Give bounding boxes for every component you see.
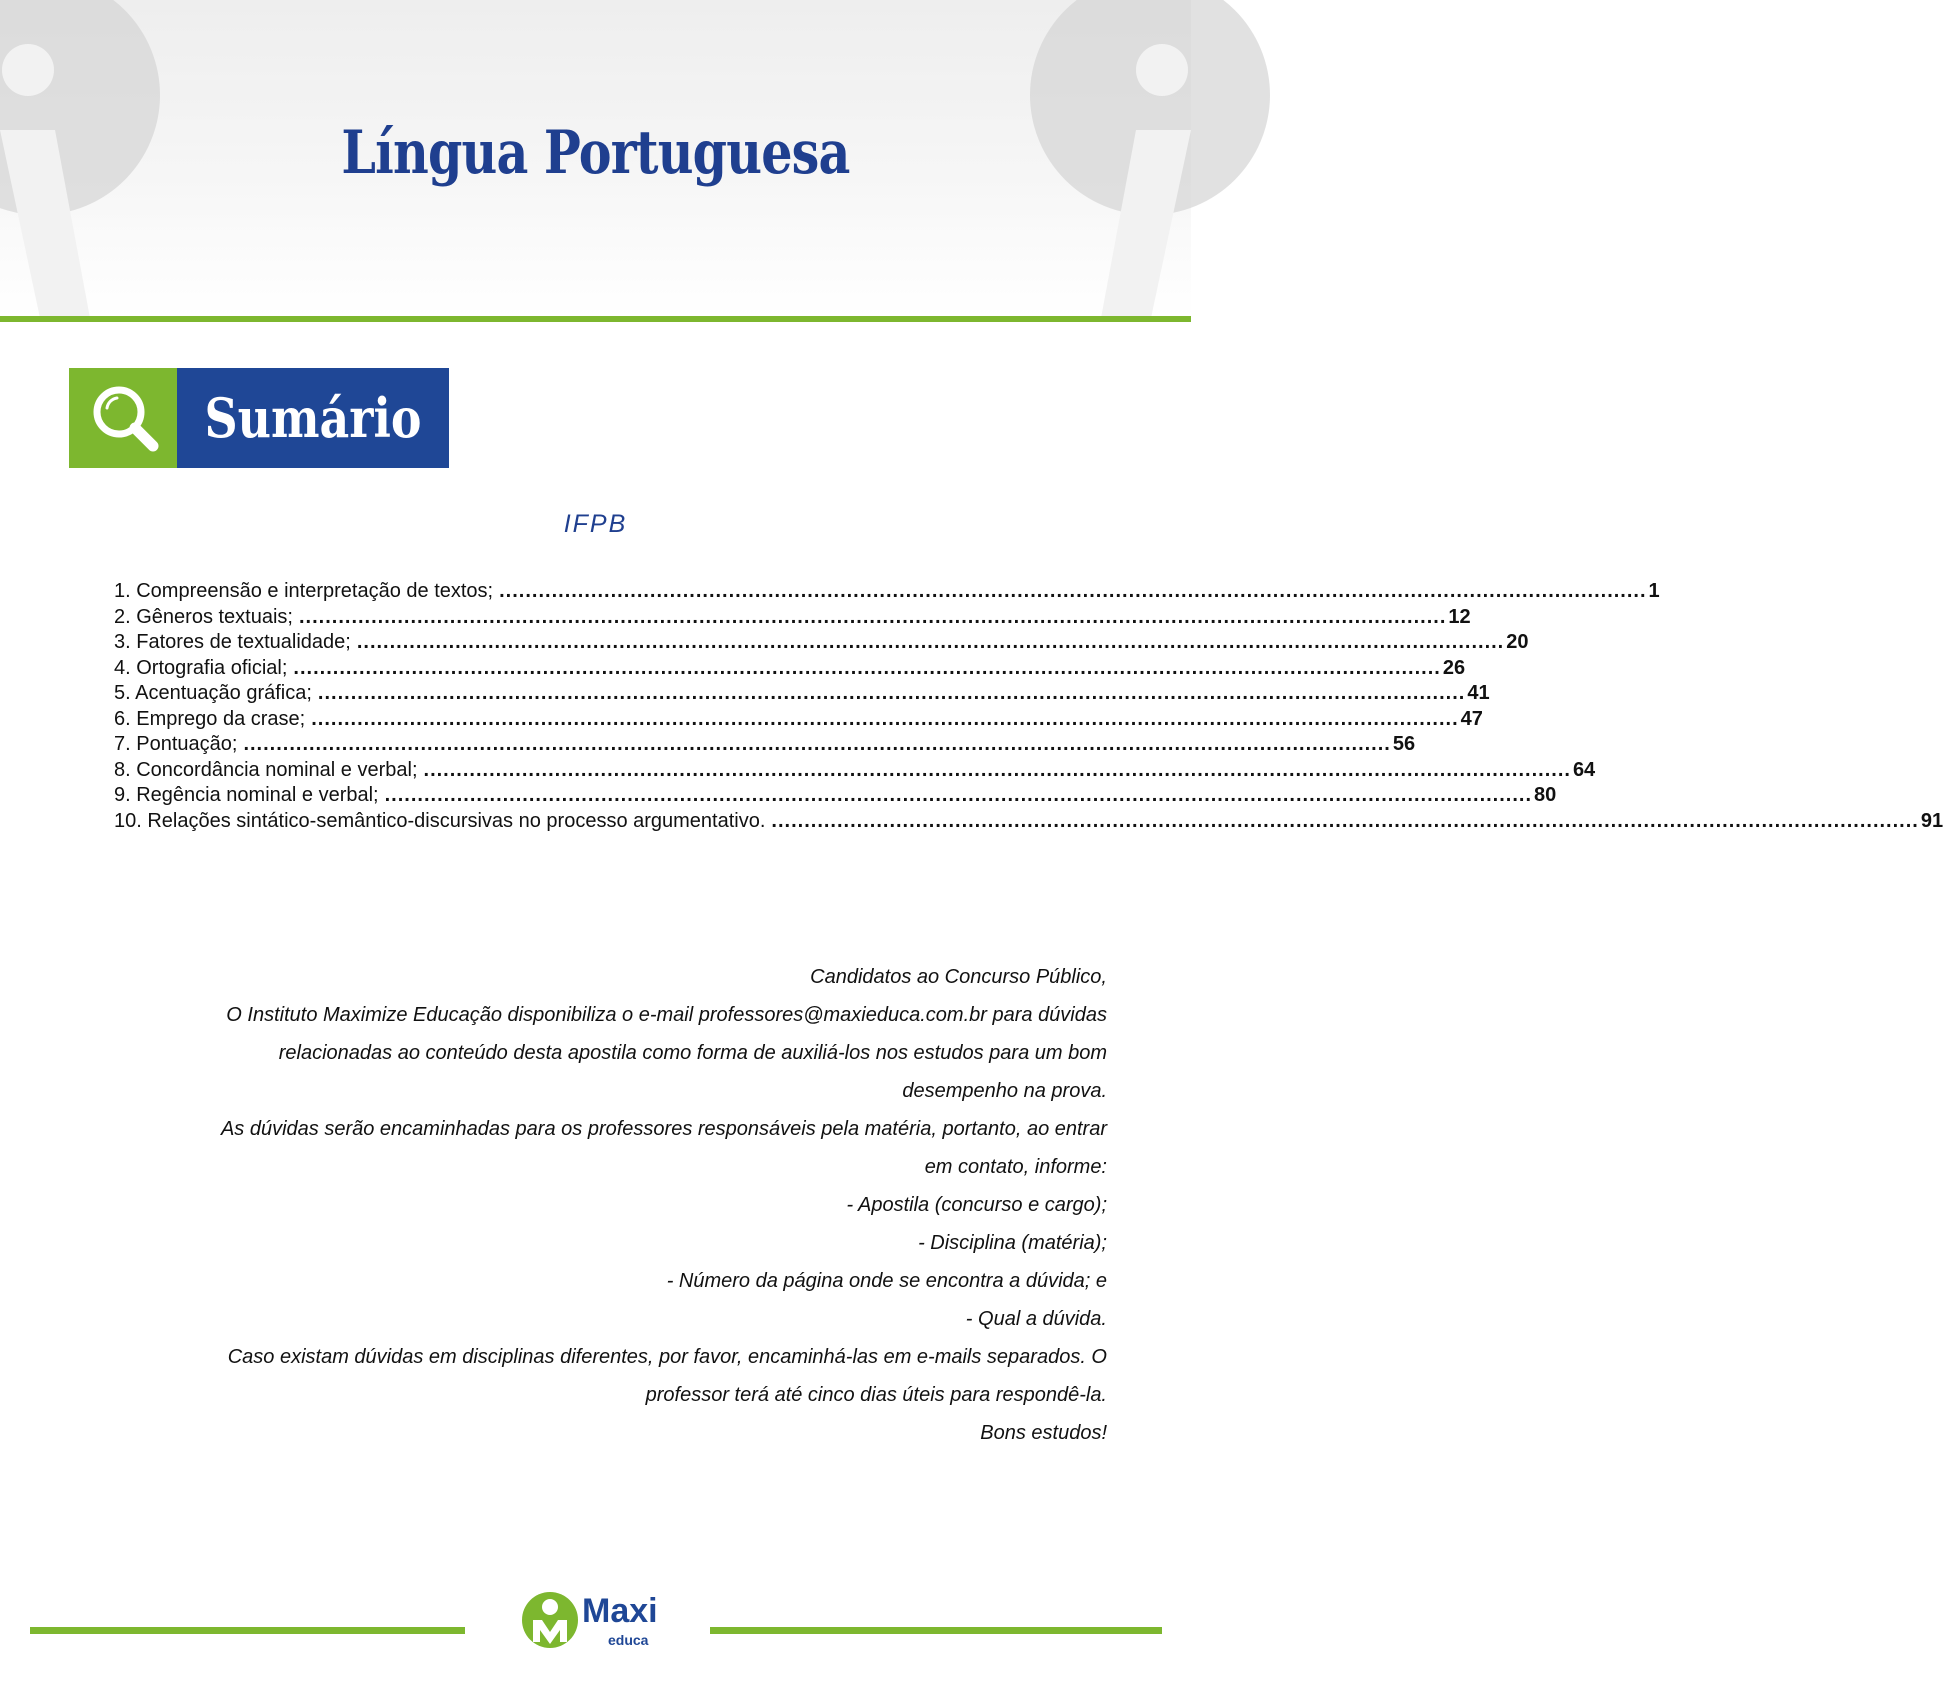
footer-divider-left [30,1627,465,1634]
toc-item-label: 1. Compreensão e interpretação de textos; [114,580,494,602]
toc-leader: ............................................................................................................................................................................... [499,580,1647,602]
toc-item-label: 10. Relações sintático-semântico-discursivas no processo argumentativo. [114,809,766,832]
notice-line: relacionadas ao conteúdo desta apostila como forma de auxiliá-los nos estudos para um bom [278,1042,1107,1064]
toc-item [114,707,1483,734]
toc-item [114,809,1943,836]
toc-item-page: 56 [1392,733,1416,755]
section-subtitle: IFPB [563,510,628,538]
toc-leader: ............................................................................................................................................................................... [311,707,1459,730]
page-header [0,0,1191,318]
notice-line: Bons estudos! [980,1422,1107,1444]
sumario-heading-box [177,368,449,468]
notice-line: professor terá até cinco dias úteis para respondê-la. [645,1384,1107,1406]
notice-line: - Qual a dúvida. [965,1308,1107,1330]
table-of-contents [114,580,1943,835]
toc-item-page: 91 [1920,809,1943,832]
toc-item [114,631,1529,657]
toc-item [114,682,1490,708]
toc-item-label: 7. Pontuação; [114,733,238,755]
notice-line: Caso existam dúvidas em disciplinas diferentes, por favor, encaminhá-las em e-mails separados. O [227,1346,1107,1368]
toc-item-page: 80 [1534,784,1557,806]
toc-item [114,758,1596,785]
notice-line: desempenho na prova. [902,1080,1107,1102]
toc-item-page: 1 [1648,580,1660,602]
notice-line: - Número da página onde se encontra a dúvida; e [666,1270,1107,1292]
toc-item-page: 41 [1467,682,1490,704]
section-heading: Sumário [204,386,422,450]
toc-leader: ............................................................................................................................................................................... [384,784,1533,806]
header-divider [0,316,1191,322]
toc-item-label: 3. Fatores de textualidade; [114,631,351,653]
toc-leader: ............................................................................................................................................................................... [771,809,1919,832]
toc-item-page: 26 [1442,656,1466,679]
toc-item-page: 47 [1460,707,1483,730]
toc-item-label: 2. Gêneros textuais; [114,605,293,628]
toc-item [114,733,1416,759]
toc-item [114,605,1471,632]
notice-line: em contato, informe: [924,1156,1107,1178]
logo-wordmark: Maxi [582,1592,658,1630]
notice-line: As dúvidas serão encaminhadas para os professores responsáveis pela matéria, portanto, ao entrar [220,1118,1107,1140]
toc-leader: ............................................................................................................................................................................... [293,656,1441,679]
toc-leader: ............................................................................................................................................................................... [243,733,1391,755]
page-title: Língua Portuguesa [341,118,850,188]
toc-item-label: 6. Emprego da crase; [114,707,306,730]
footer-divider-right [710,1627,1162,1634]
maxi-educa-logo [520,1590,680,1652]
toc-item [114,784,1557,810]
toc-leader: ............................................................................................................................................................................... [423,758,1571,781]
notice-line: - Disciplina (matéria); [918,1232,1107,1254]
notice-line: - Apostila (concurso e cargo); [846,1194,1107,1216]
toc-item-label: 8. Concordância nominal e verbal; [114,758,418,781]
notice-line: O Instituto Maximize Educação disponibiliza o e-mail professores@maxieduca.com.br para dúvidas [226,1004,1107,1026]
logo-mark-icon [520,1590,580,1652]
contact-notice [107,958,1107,1452]
logo-subtext: educa [608,1632,649,1648]
notice-line: Candidatos ao Concurso Público, [810,966,1107,988]
toc-item [114,656,1466,683]
toc-item [114,580,1660,606]
toc-leader: ............................................................................................................................................................................... [317,682,1466,704]
magnifier-icon [69,368,177,468]
toc-item-label: 5. Acentuação gráfica; [114,682,312,704]
toc-item-page: 64 [1572,758,1596,781]
toc-item-label: 4. Ortografia oficial; [114,656,288,679]
toc-leader: ............................................................................................................................................................................... [298,605,1447,628]
toc-item-label: 9. Regência nominal e verbal; [114,784,379,806]
toc-leader: ............................................................................................................................................................................... [356,631,1505,653]
sumario-icon-box [69,368,177,468]
toc-item-page: 20 [1506,631,1529,653]
toc-item-page: 12 [1448,605,1471,628]
